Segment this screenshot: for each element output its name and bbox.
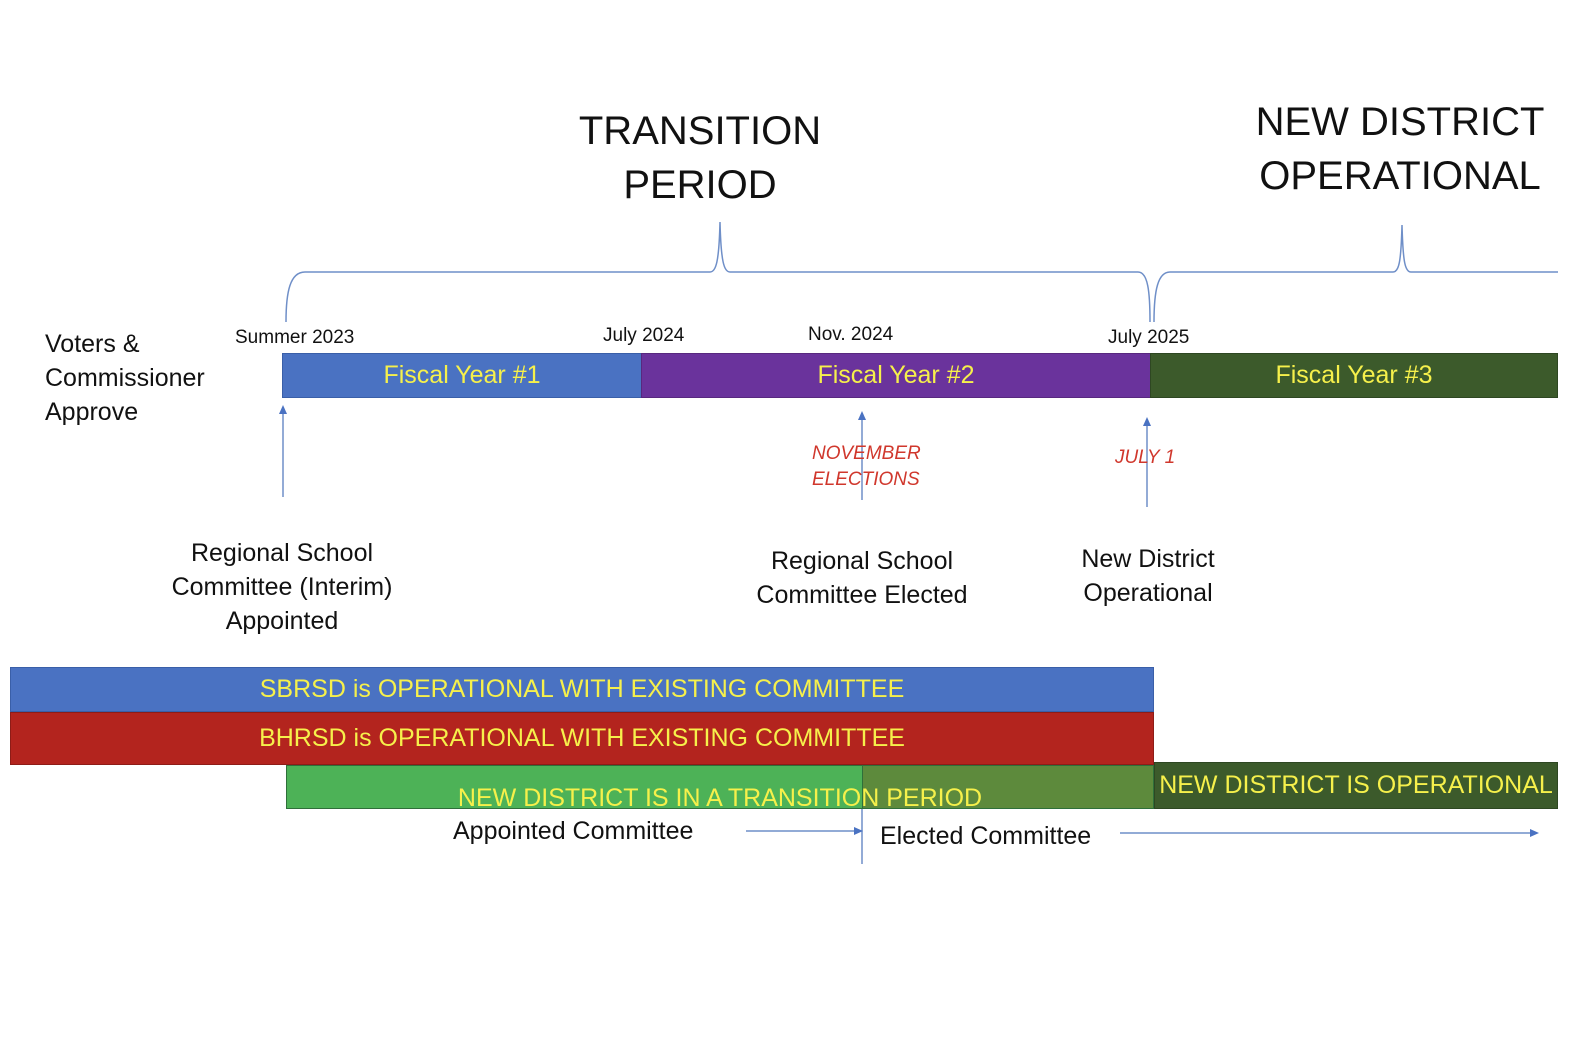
operational-status-bar xyxy=(1154,762,1558,809)
fiscal-year-1-label: Fiscal Year #1 xyxy=(383,361,541,389)
fiscal-year-3-label: Fiscal Year #3 xyxy=(1275,361,1433,389)
appointed-committee-label: Appointed Committee xyxy=(453,817,694,845)
fiscal-year-3-bar xyxy=(1150,353,1558,398)
voters-commissioner-approve-label: Voters & Commissioner Approve xyxy=(45,330,205,426)
july-1-note: JULY 1 xyxy=(1115,447,1176,468)
new-district-operational-heading: NEW DISTRICT OPERATIONAL xyxy=(1255,100,1545,198)
bhrsd-status-bar xyxy=(10,712,1154,765)
bhrsd-status-label: BHRSD is OPERATIONAL WITH EXISTING COMMITTEE xyxy=(259,724,905,752)
fiscal-year-2-label: Fiscal Year #2 xyxy=(817,361,975,389)
sbrsd-status-label: SBRSD is OPERATIONAL WITH EXISTING COMMITTEE xyxy=(259,675,905,703)
operational-brace xyxy=(1154,225,1558,322)
transition-period-heading: TRANSITION PERIOD xyxy=(578,109,822,207)
transition-status-label: NEW DISTRICT IS IN A TRANSITION PERIOD xyxy=(457,784,983,812)
arrow-appointed-committee xyxy=(746,827,863,835)
elected-committee-label: Elected Committee xyxy=(880,822,1092,850)
committee-elected-label: Regional School Committee Elected xyxy=(756,547,968,609)
date-summer-2023: Summer 2023 xyxy=(235,327,355,348)
date-july-2024: July 2024 xyxy=(603,325,685,346)
fiscal-year-2-bar xyxy=(641,353,1151,398)
arrow-summer-2023 xyxy=(279,405,287,497)
sbrsd-status-bar xyxy=(10,667,1154,712)
interim-committee-appointed-label: Regional School Committee (Interim) Appointed xyxy=(171,539,393,635)
fiscal-year-1-bar xyxy=(282,353,642,398)
new-district-operational-label: New District Operational xyxy=(1081,545,1215,607)
november-elections-note: NOVEMBER ELECTIONS xyxy=(812,443,921,490)
date-nov-2024: Nov. 2024 xyxy=(808,324,894,345)
date-july-2025: July 2025 xyxy=(1108,327,1190,348)
operational-status-label: NEW DISTRICT IS OPERATIONAL xyxy=(1159,771,1553,799)
arrow-elected-committee xyxy=(1120,829,1539,837)
transition-brace xyxy=(286,222,1150,322)
